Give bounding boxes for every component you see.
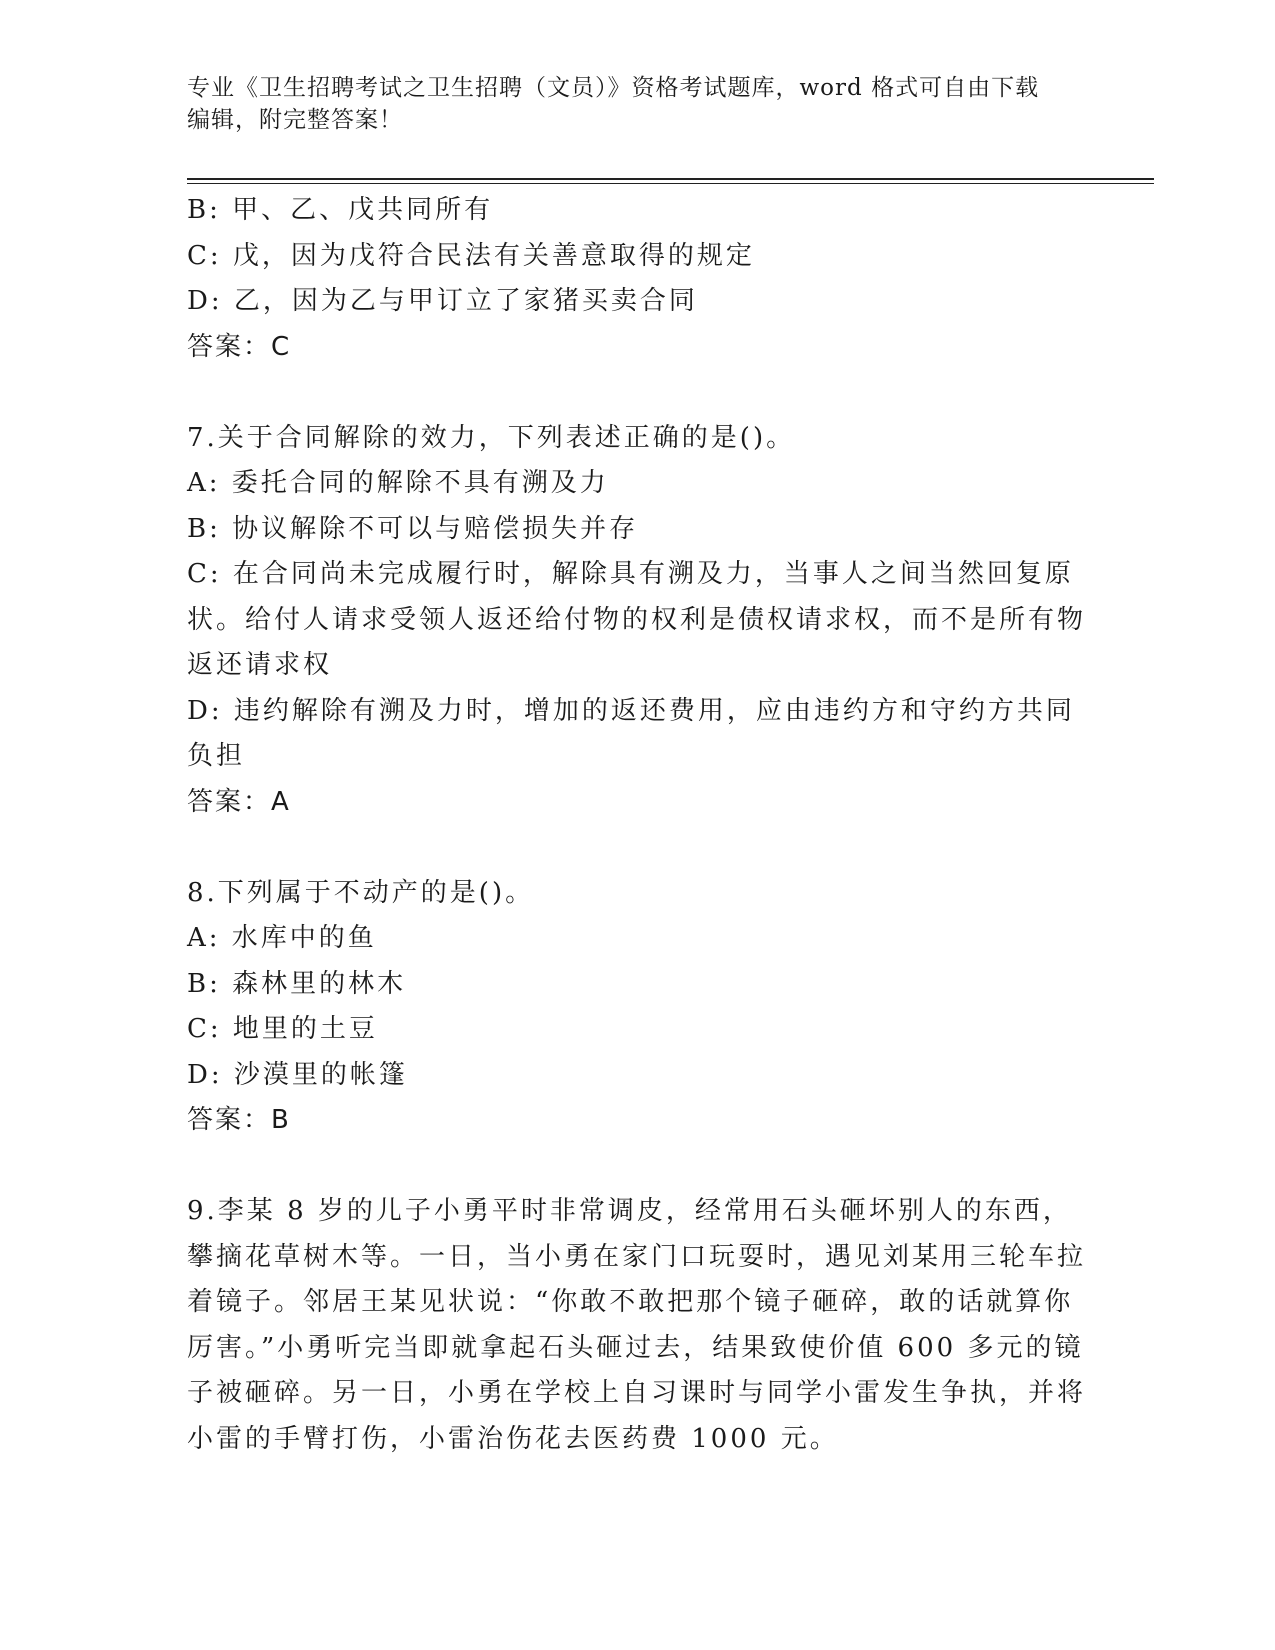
question-7	[187, 416, 1087, 826]
question-content	[187, 188, 1087, 1462]
q7-stem: 7.关于合同解除的效力，下列表述正确的是()。	[187, 422, 796, 453]
q8-option-a: A: 水库中的鱼	[187, 923, 377, 953]
q7-answer: 答案：A	[187, 786, 291, 817]
q6-option-b: B: 甲、乙、戊共同所有	[187, 195, 494, 225]
question-6	[187, 188, 1087, 370]
q8-option-d: D: 沙漠里的帐篷	[187, 1059, 408, 1090]
spacer	[187, 1144, 1087, 1190]
q7-option-a: A: 委托合同的解除不具有溯及力	[187, 468, 609, 498]
header-divider-thin	[187, 183, 1154, 184]
q8-stem: 8.下列属于不动产的是()。	[187, 877, 535, 908]
q6-option-d: D: 乙，因为乙与甲订立了家猪买卖合同	[187, 286, 698, 316]
document-header: 专业《卫生招聘考试之卫生招聘（文员）》资格考试题库，word 格式可自由下载 编辑，附完整答案！	[187, 75, 1040, 133]
spacer	[187, 825, 1087, 871]
header-divider-thick	[187, 178, 1154, 180]
q7-option-c: C: 在合同尚未完成履行时，解除具有溯及力，当事人之间当然回复原状。给付人请求受领人返还给付物的权利是债权请求权，而不是所有物返还请求权	[187, 559, 1087, 680]
question-8	[187, 871, 1087, 1144]
q6-option-c: C: 戊，因为戊符合民法有关善意取得的规定	[187, 240, 755, 271]
question-9	[187, 1189, 1087, 1462]
q9-stem: 9.李某 8 岁的儿子小勇平时非常调皮，经常用石头砸坏别人的东西，攀摘花草树木等。一日，当小勇在家门口玩耍时，遇见刘某用三轮车拉着镜子。邻居王某见状说：“你敢不敢把那个镜子砸碎，敢的话就算你厉害。”小勇听完当即就拿起石头砸过去，结果致使价值 600 多元的镜子被砸碎。另一日，小勇在学校上自习课时与同学小雷发生争执，并将小雷的手臂打伤，小雷治伤花去医药费 1000 元。	[187, 1196, 1087, 1454]
q8-option-b: B: 森林里的林木	[187, 968, 407, 999]
q7-option-d: D: 违约解除有溯及力时，增加的返还费用，应由违约方和守约方共同负担	[187, 695, 1075, 771]
q8-answer: 答案：B	[187, 1105, 291, 1135]
q7-option-b: B: 协议解除不可以与赔偿损失并存	[187, 513, 639, 544]
q8-option-c: C: 地里的土豆	[187, 1014, 378, 1044]
q6-answer: 答案：C	[187, 331, 292, 362]
spacer	[187, 370, 1087, 416]
